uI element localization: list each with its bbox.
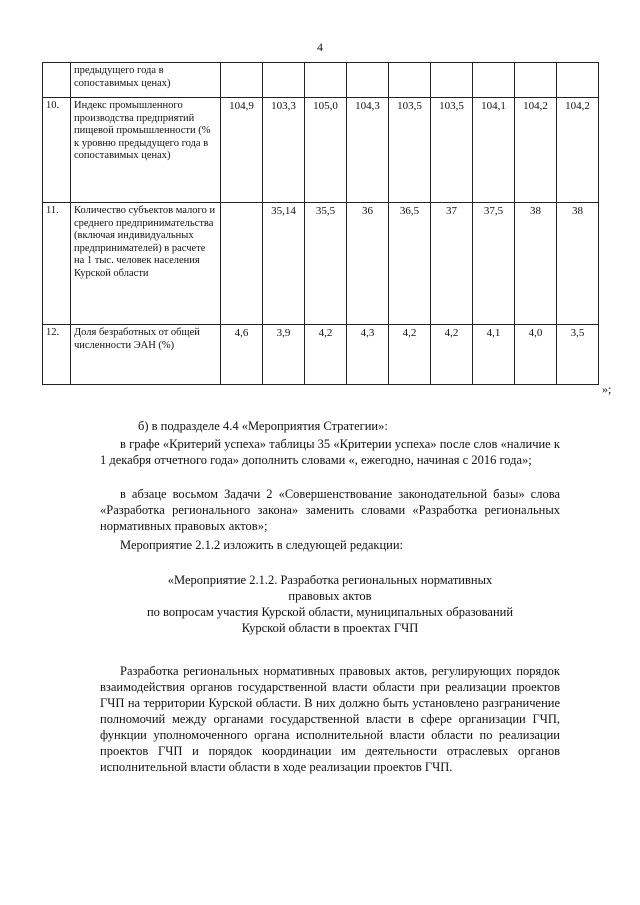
indicator-value: 4,0: [515, 325, 557, 385]
indicator-value: 38: [557, 203, 599, 325]
row-number: 12.: [43, 325, 71, 385]
indicator-value: 103,5: [431, 98, 473, 203]
indicator-value: [473, 63, 515, 98]
table-row: [43, 98, 599, 203]
row-number: 10.: [43, 98, 71, 203]
measure-heading-line: правовых актов: [288, 589, 372, 603]
indicator-value: [347, 63, 389, 98]
table-row: [43, 203, 599, 325]
indicator-value: 104,9: [221, 98, 263, 203]
row-number: 11.: [43, 203, 71, 325]
indicator-value: 4,6: [221, 325, 263, 385]
indicator-value: [221, 203, 263, 325]
table-row: [43, 63, 599, 98]
indicator-name: предыдущего года в сопоставимых ценах): [71, 63, 221, 98]
indicator-value: 36,5: [389, 203, 431, 325]
indicator-value: 4,2: [389, 325, 431, 385]
indicator-value: 35,14: [263, 203, 305, 325]
indicator-value: 105,0: [305, 98, 347, 203]
paragraph-subsection-b: б) в подразделе 4.4 «Мероприятия Стратегии»:: [138, 419, 388, 433]
indicator-value: 104,3: [347, 98, 389, 203]
paragraph-task2-amendment: в абзаце восьмом Задачи 2 «Совершенствование законодательной базы» слова «Разработка регионального закона» заменить словами «Разработка региональных нормативных правовых актов»;: [100, 487, 560, 533]
indicator-value: 36: [347, 203, 389, 325]
indicator-value: 38: [515, 203, 557, 325]
indicator-value: [515, 63, 557, 98]
indicator-value: [221, 63, 263, 98]
indicator-value: [557, 63, 599, 98]
row-number: [43, 63, 71, 98]
paragraph-criteria-amendment: в графе «Критерий успеха» таблицы 35 «Критерии успеха» после слов «наличие к 1 декабря отчетного года» дополнить словами «, ежегодно, начиная с 2016 года»;: [100, 437, 560, 467]
indicator-value: 3,5: [557, 325, 599, 385]
indicator-name: Доля безработных от общей численности ЭАН (%): [71, 325, 221, 385]
indicator-value: 4,3: [347, 325, 389, 385]
indicator-value: 104,1: [473, 98, 515, 203]
measure-heading-line: «Мероприятие 2.1.2. Разработка региональных нормативных: [167, 573, 493, 587]
indicator-value: [263, 63, 305, 98]
measure-heading-line: по вопросам участия Курской области, муниципальных образований: [146, 605, 514, 619]
indicator-value: 104,2: [557, 98, 599, 203]
indicator-value: [305, 63, 347, 98]
indicator-value: 4,2: [305, 325, 347, 385]
indicator-value: [389, 63, 431, 98]
indicator-name: Количество субъектов малого и среднего предпринимательства (включая индивидуальных предпринимателей) в расчете на 1 тыс. человек населения Курской области: [71, 203, 221, 325]
indicator-value: 103,3: [263, 98, 305, 203]
indicator-name: Индекс промышленного производства предприятий пищевой промышленности (% к уровню предыдущего года в сопоставимых ценах): [71, 98, 221, 203]
indicator-value: 104,2: [515, 98, 557, 203]
measure-description: Разработка региональных нормативных правовых актов, регулирующих порядок взаимодействия органов государственной власти области при реализации проектов ГЧП на территории Курской области. В них должно быть установлено разграничение полномочий между органами государственной власти в сфере организации ГЧП, функции уполномоченного органа исполнительной власти области по реализации проектов ГЧП и порядок координации им деятельности отраслевых органов исполнительной власти области в ходе реализации проектов ГЧП.: [100, 664, 560, 774]
indicator-value: 37,5: [473, 203, 515, 325]
page-number: 4: [317, 40, 323, 54]
measure-heading: [100, 572, 560, 636]
paragraph-measure-intro: Мероприятие 2.1.2 изложить в следующей редакции:: [120, 538, 404, 552]
measure-heading-line: Курской области в проектах ГЧП: [241, 621, 419, 635]
indicator-value: 4,2: [431, 325, 473, 385]
indicator-value: 37: [431, 203, 473, 325]
indicator-value: 35,5: [305, 203, 347, 325]
indicator-value: 103,5: [389, 98, 431, 203]
indicator-value: [431, 63, 473, 98]
table-row: [43, 325, 599, 385]
indicator-value: 4,1: [473, 325, 515, 385]
indicators-table: [42, 62, 599, 385]
indicator-value: 3,9: [263, 325, 305, 385]
closing-quote-mark: »;: [602, 382, 612, 396]
